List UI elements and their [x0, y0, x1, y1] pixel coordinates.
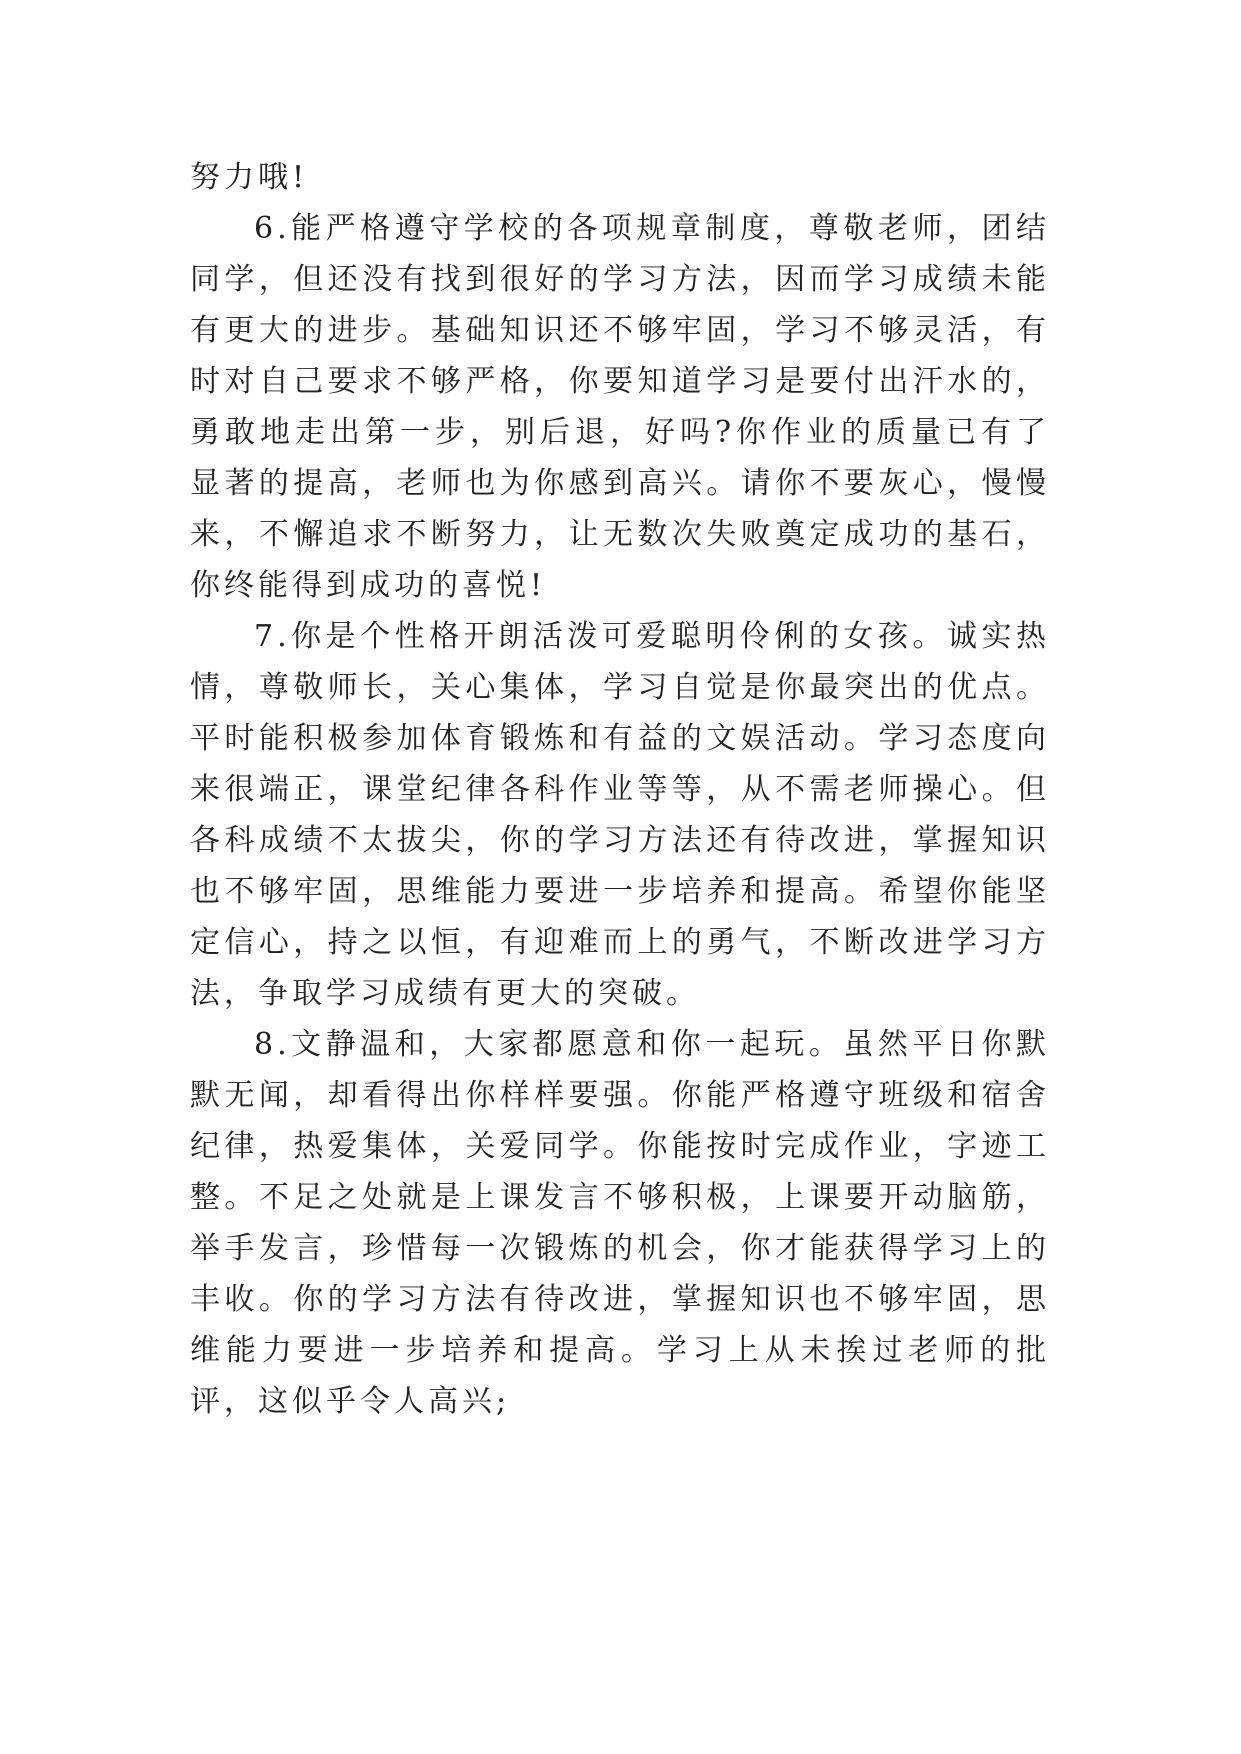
paragraph-continuation: 努力哦! [190, 160, 309, 195]
paragraph-comment-7: 7.你是个性格开朗活泼可爱聪明伶俐的女孩。诚实热情，尊敬师长，关心集体，学习自觉是你最突出的优点。平时能积极参加体育锻炼和有益的文娱活动。学习态度向来很端正，课堂纪律各科作业等等，从不需老师操心。但各科成绩不太拔尖，你的学习方法还有待改进，掌握知识也不够牢固，思维能力要进一步培养和提高。希望你能坚定信心，持之以恒，有迎难而上的勇气，不断改进学习方法，争取学习成绩有更大的突破。 [190, 619, 1050, 1011]
paragraph-comment-6: 6.能严格遵守学校的各项规章制度，尊敬老师，团结同学，但还没有找到很好的学习方法，因而学习成绩未能有更大的进步。基础知识还不够牢固，学习不够灵活，有时对自己要求不够严格，你要知道学习是要付出汗水的，勇敢地走出第一步，别后退，好吗?你作业的质量已有了显著的提高，老师也为你感到高兴。请你不要灰心，慢慢来，不懈追求不断努力，让无数次失败奠定成功的基石，你终能得到成功的喜悦! [190, 211, 1050, 603]
document-body [190, 152, 1050, 1427]
paragraph-comment-8: 8.文静温和，大家都愿意和你一起玩。虽然平日你默默无闻，却看得出你样样要强。你能严格遵守班级和宿舍纪律，热爱集体，关爱同学。你能按时完成作业，字迹工整。不足之处就是上课发言不够积极，上课要开动脑筋，举手发言，珍惜每一次锻炼的机会，你才能获得学习上的丰收。你的学习方法有待改进，掌握知识也不够牢固，思维能力要进一步培养和提高。学习上从未挨过老师的批评，这似乎令人高兴; [190, 1027, 1050, 1419]
